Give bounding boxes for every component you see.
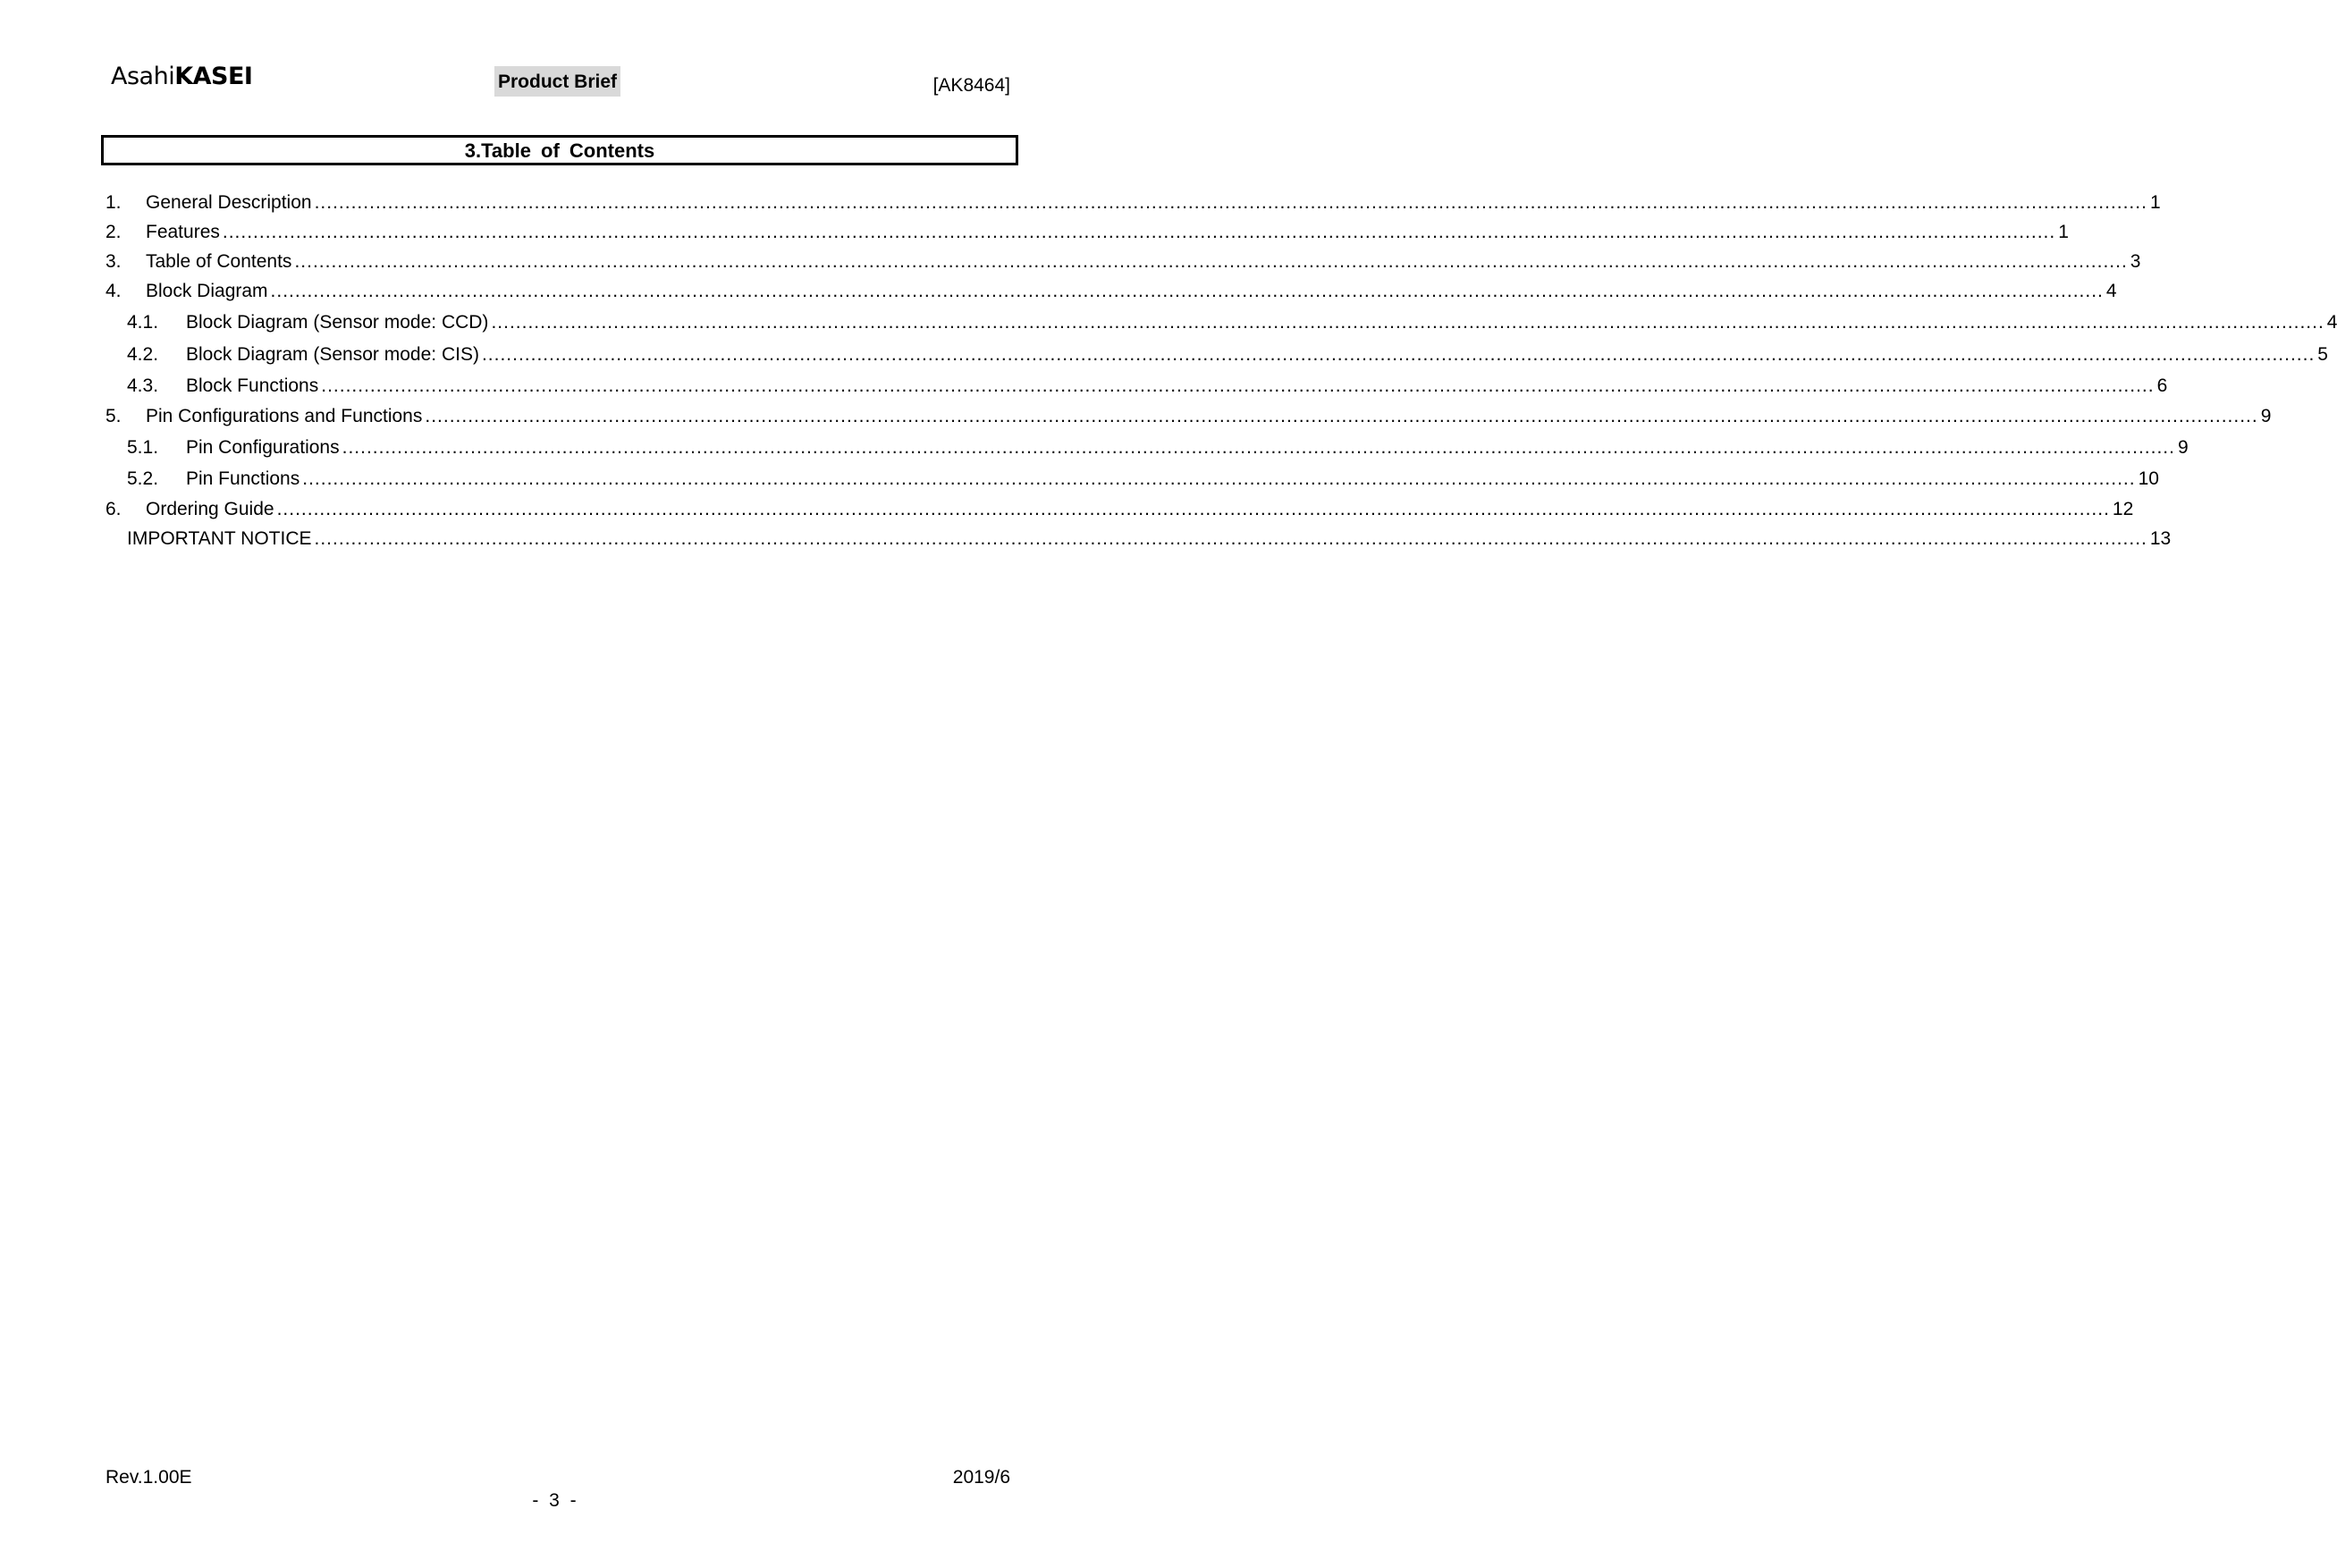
toc-entry-number: 2.: [105, 222, 122, 242]
toc-entry-number: 5.1.: [127, 437, 159, 458]
footer-date: 2019/6: [952, 1467, 1010, 1488]
toc-entry-page: 9: [2260, 406, 2272, 426]
toc-entry[interactable]: [105, 433, 2189, 459]
toc-entry-page: 3: [2130, 251, 2141, 272]
logo-text-bold: KASEI: [174, 63, 253, 90]
toc-dot-leader: ............................................................................................................................................................................................................................................................................................................: [425, 406, 2258, 426]
toc-dot-leader: ............................................................................................................................................................................................................................................................................................................: [222, 222, 2056, 242]
toc-entry[interactable]: [105, 308, 2337, 334]
toc-entry-page: 5: [2317, 344, 2328, 365]
toc-entry-number: 1.: [105, 192, 122, 213]
toc-entry-number: 4.1.: [127, 312, 159, 333]
section-title-box: [101, 135, 1018, 165]
logo-text-light: Asahi: [111, 63, 175, 90]
toc-entry-page: 1: [2058, 222, 2069, 242]
toc-dot-leader: ............................................................................................................................................................................................................................................................................................................: [491, 312, 2324, 333]
toc-entry[interactable]: [105, 524, 2172, 551]
footer-revision: Rev.1.00E: [105, 1467, 192, 1488]
toc-entry[interactable]: [105, 340, 2328, 367]
toc-entry-number: 4.3.: [127, 375, 159, 396]
toc-entry-title: Block Diagram: [146, 281, 268, 301]
company-logo: [111, 63, 252, 90]
toc-entry-title: Pin Configurations and Functions: [146, 406, 423, 426]
toc-dot-leader: ............................................................................................................................................................................................................................................................................................................: [314, 192, 2147, 213]
section-title: 3.Table of Contents: [464, 139, 655, 162]
toc-entry-number: 5.: [105, 406, 122, 426]
part-number: [AK8464]: [932, 75, 1010, 96]
toc-entry-title: General Description: [146, 192, 312, 213]
toc-entry-title: Block Functions: [186, 375, 319, 396]
toc-entry[interactable]: [105, 188, 2161, 215]
toc-entry-number: 4.: [105, 281, 122, 301]
toc-entry[interactable]: [105, 371, 2168, 398]
toc-entry-title: Pin Functions: [186, 468, 300, 489]
toc-entry-page: 9: [2177, 437, 2189, 458]
toc-entry-title: Table of Contents: [146, 251, 292, 272]
toc-entry-number: 3.: [105, 251, 122, 272]
toc-entry[interactable]: [105, 247, 2141, 274]
toc-entry[interactable]: [105, 217, 2069, 244]
toc-dot-leader: ............................................................................................................................................................................................................................................................................................................: [270, 281, 2104, 301]
toc-entry-page: 4: [2105, 281, 2117, 301]
toc-entry-title: Pin Configurations: [186, 437, 340, 458]
footer-page-number: - 3 -: [532, 1490, 577, 1511]
toc-dot-leader: ............................................................................................................................................................................................................................................................................................................: [276, 499, 2110, 519]
toc-dot-leader: ............................................................................................................................................................................................................................................................................................................: [342, 437, 2175, 458]
toc-entry-title: Ordering Guide: [146, 499, 274, 519]
toc-entry-title: Block Diagram (Sensor mode: CCD): [186, 312, 489, 333]
toc-entry-number: 6.: [105, 499, 122, 519]
toc-entry-page: 4: [2326, 312, 2337, 333]
toc-dot-leader: ............................................................................................................................................................................................................................................................................................................: [294, 251, 2128, 272]
toc-entry-number: 5.2.: [127, 468, 159, 489]
toc-entry-page: 13: [2149, 528, 2172, 549]
toc-entry-page: 1: [2149, 192, 2161, 213]
toc-entry-page: 10: [2138, 468, 2159, 489]
toc-dot-leader: ............................................................................................................................................................................................................................................................................................................: [321, 375, 2155, 396]
toc-entry[interactable]: [105, 464, 2159, 491]
document-type-label: Product Brief: [494, 66, 620, 97]
toc-entry-title: IMPORTANT NOTICE: [127, 528, 312, 549]
toc-dot-leader: ............................................................................................................................................................................................................................................................................................................: [302, 468, 2136, 489]
toc-dot-leader: ............................................................................................................................................................................................................................................................................................................: [314, 528, 2147, 549]
toc-dot-leader: ............................................................................................................................................................................................................................................................................................................: [481, 344, 2316, 365]
toc-entry-number: 4.2.: [127, 344, 159, 365]
toc-entry-title: Features: [146, 222, 220, 242]
toc-entry[interactable]: [105, 276, 2117, 303]
toc-entry[interactable]: [105, 494, 2134, 521]
toc-entry[interactable]: [105, 401, 2272, 428]
toc-entry-page: 12: [2112, 499, 2134, 519]
toc-entry-title: Block Diagram (Sensor mode: CIS): [186, 344, 479, 365]
toc-entry-page: 6: [2156, 375, 2168, 396]
